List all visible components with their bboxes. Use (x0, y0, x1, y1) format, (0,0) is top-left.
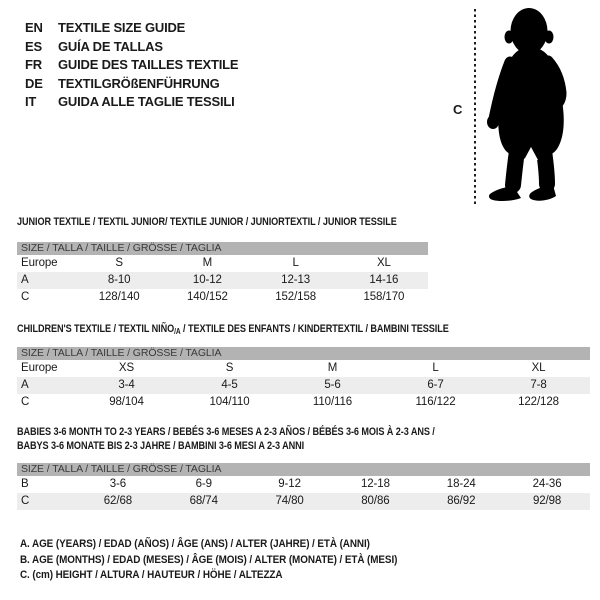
size-cell: L (432, 362, 439, 374)
height-cell: 110/116 (312, 396, 353, 408)
height-cell: 74/80 (275, 495, 304, 507)
row-label: A (21, 274, 29, 286)
language-row-it (25, 93, 238, 112)
table-row (17, 493, 590, 510)
junior-textile-table (17, 216, 428, 306)
row-label: A (21, 379, 29, 391)
language-code: EN (25, 20, 43, 35)
age-cell: 12-13 (281, 274, 311, 286)
table-row (17, 255, 428, 272)
junior-table-title: JUNIOR TEXTILE / TEXTIL JUNIOR/ TEXTILE JUNIOR / JUNIORTEXTIL / JUNIOR TESSILE (17, 216, 397, 228)
age-cell: 9-12 (278, 478, 301, 490)
age-cell: 12-18 (360, 478, 390, 490)
table-row (17, 394, 590, 411)
row-label: C (21, 291, 30, 303)
language-title: GUIDE DES TAILLES TEXTILE (58, 57, 239, 72)
size-cell: M (202, 257, 213, 269)
size-cell: S (115, 257, 123, 269)
age-cell: 6-9 (195, 478, 212, 490)
age-cell: 24-36 (532, 478, 562, 490)
size-cell: L (292, 257, 299, 269)
age-cell: 5-6 (324, 379, 341, 391)
childrens-size-header-bar: SIZE / TALLA / TAILLE / GRÖSSE / TAGLIA (17, 347, 590, 360)
height-cell: 98/104 (109, 396, 144, 408)
title-text: CHILDREN'S TEXTILE / TEXTIL NIÑO (17, 323, 175, 335)
language-row-es (25, 38, 238, 57)
legend-line-c: C. (cm) HEIGHT / ALTURA / HAUTEUR / HÖHE / ALTEZZA (20, 569, 283, 582)
height-cell: 122/128 (518, 396, 559, 408)
age-cell: 14-16 (369, 274, 399, 286)
table-row (17, 289, 428, 306)
height-cell: 152/158 (275, 291, 317, 303)
row-label: C (21, 396, 30, 408)
height-cell: 62/68 (103, 495, 133, 507)
table-row (17, 272, 428, 289)
size-cell: S (225, 362, 234, 374)
table-row (17, 476, 590, 493)
language-code: FR (25, 57, 42, 72)
language-row-en (25, 19, 238, 38)
junior-size-header-bar: SIZE / TALLA / TAILLE / GRÖSSE / TAGLIA (17, 242, 428, 255)
height-cell: 128/140 (98, 291, 140, 303)
age-cell: 18-24 (446, 478, 476, 490)
row-label: Europe (21, 362, 58, 374)
row-label: C (21, 495, 30, 507)
height-cell: 104/110 (209, 396, 250, 408)
size-cell: XL (531, 362, 546, 374)
language-code: DE (25, 75, 43, 91)
language-row-fr (25, 56, 238, 75)
babies-title-line2: BABYS 3-6 MONATE BIS 2-3 JAHRE / BAMBINI 3-6 MESI A 2-3 ANNI (17, 439, 305, 452)
height-cell: 86/92 (447, 495, 476, 507)
size-cell: XS (118, 362, 135, 374)
measurement-legend (20, 537, 397, 584)
height-cell: 92/98 (532, 495, 562, 507)
babies-textile-table (17, 426, 590, 510)
language-title: TEXTILGRÖßENFÜHRUNG (58, 75, 220, 91)
babies-title-line1: BABIES 3-6 MONTH TO 2-3 YEARS / BEBÉS 3-6 MESES A 2-3 AÑOS / BÉBÉS 3-6 MOIS À 2-3 ANS / (17, 426, 435, 438)
babies-size-header-bar: SIZE / TALLA / TAILLE / GRÖSSE / TAGLIA (17, 463, 590, 476)
title-text: / TEXTILE DES ENFANTS / KINDERTEXTIL / BAMBINI TESSILE (180, 323, 449, 335)
age-cell: 3-4 (118, 379, 135, 391)
height-dashed-line (474, 9, 476, 205)
language-title: GUÍA DE TALLAS (58, 38, 163, 54)
language-code: ES (25, 38, 42, 54)
size-cell: M (327, 362, 338, 374)
age-cell: 6-7 (427, 379, 444, 391)
childrens-textile-table (17, 323, 590, 411)
age-cell: 7-8 (530, 379, 547, 391)
age-cell: 3-6 (109, 478, 127, 490)
language-row-de (25, 75, 238, 94)
height-measure-label: C (453, 102, 463, 117)
language-code: IT (25, 94, 37, 109)
title-subscript: /A (174, 327, 181, 336)
height-cell: 116/122 (415, 396, 456, 408)
height-cell: 80/86 (361, 495, 390, 507)
age-cell: 4-5 (221, 379, 238, 391)
age-cell: 8-10 (107, 274, 131, 286)
childrens-table-title (17, 323, 493, 336)
toddler-silhouette-image (486, 5, 598, 207)
row-label: B (21, 478, 29, 490)
language-title: GUIDA ALLE TAGLIE TESSILI (58, 94, 235, 109)
age-cell: 10-12 (192, 274, 222, 286)
height-cell: 68/74 (189, 495, 218, 507)
row-label: Europe (21, 257, 58, 269)
language-title: TEXTILE SIZE GUIDE (58, 20, 186, 35)
size-cell: XL (376, 257, 391, 269)
table-row (17, 360, 590, 377)
height-cell: 140/152 (186, 291, 228, 303)
height-cell: 158/170 (363, 291, 405, 303)
language-list (25, 19, 238, 112)
babies-table-title (17, 426, 493, 453)
table-row (17, 377, 590, 394)
legend-line-b: B. AGE (MONTHS) / EDAD (MESES) / ÂGE (MOIS) / ALTER (MONATE) / ETÀ (MESI) (20, 553, 398, 566)
legend-line-a: A. AGE (YEARS) / EDAD (AÑOS) / ÂGE (ANS) / ALTER (JAHRE) / ETÀ (ANNI) (20, 538, 370, 550)
